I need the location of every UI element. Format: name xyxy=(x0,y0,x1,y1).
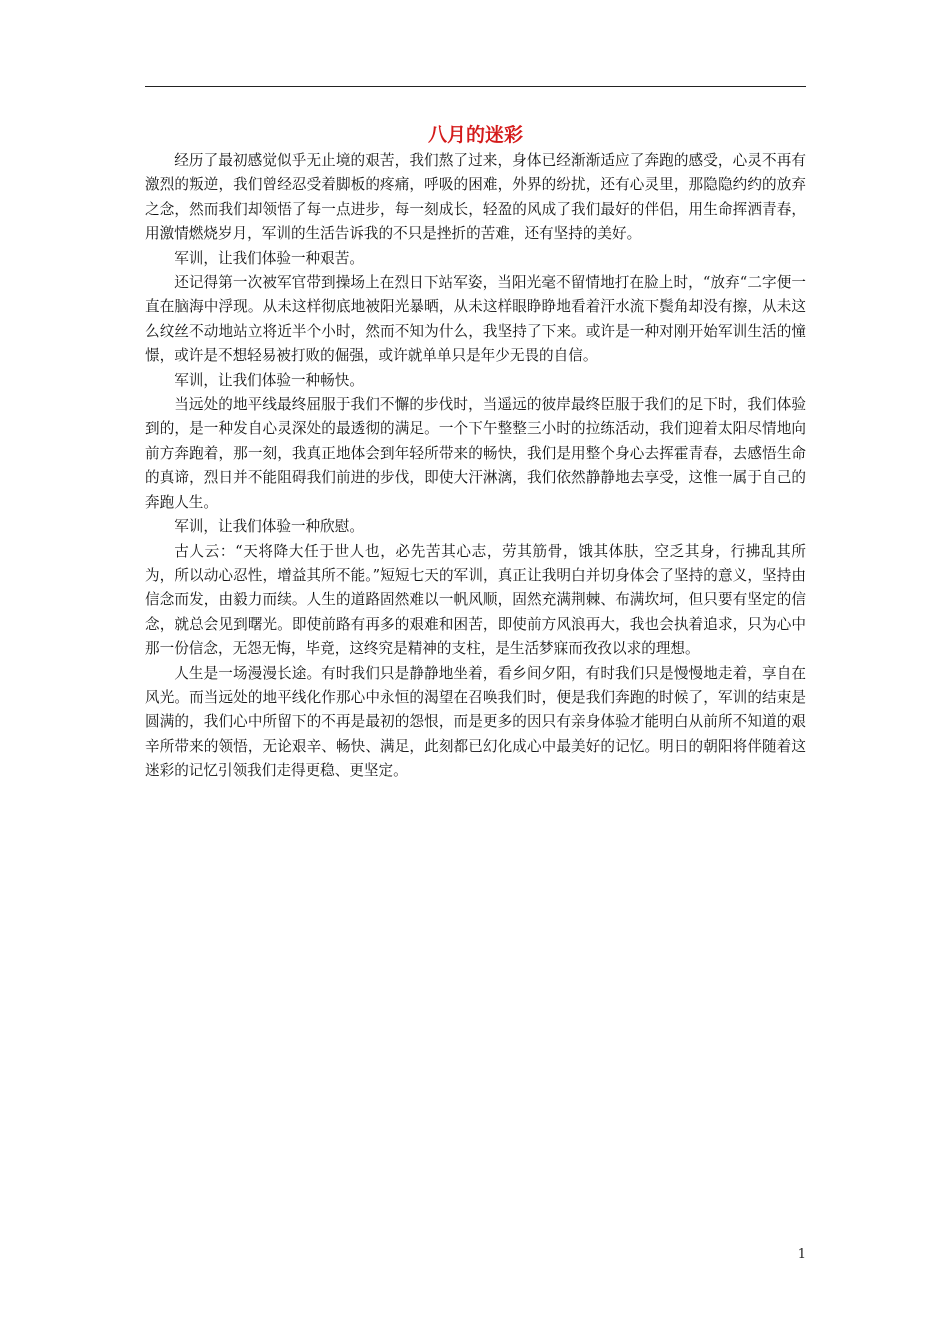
header-rule xyxy=(145,86,806,87)
paragraph-6: 军训，让我们体验一种欣慰。 xyxy=(174,518,364,536)
paragraph-3: 还记得第一次被军官带到操场上在烈日下站军姿，当阳光毫不留情地打在脸上时，“放弃“二字便一直在脑海中浮现。从未这样彻底地被阳光暴晒，从未这样眼睁睁地看着汗水流下鬓角却没有擦，从未这么纹丝不动地站立将近半个小时，然而不知为什么，我坚持了下来。或许是一种对刚开始军训生活的憧憬，或许是不想轻易被打败的倔强，或许就单单只是年少无畏的自信。 xyxy=(145,274,806,365)
page-number: 1 xyxy=(797,1247,806,1262)
paragraph-7: 古人云：“天将降大任于世人也，必先苦其心志，劳其筋骨，饿其体肤，空乏其身，行拂乱其所为，所以动心忍性，增益其所不能。”短短七天的军训，真正让我明白并切身体会了坚持的意义，坚持由信念而发，由毅力而续。人生的道路固然难以一帆风顺，固然充满荆棘、布满坎坷，但只要有坚定的信念，就总会见到曙光。即使前路有再多的艰难和困苦，即使前方风浪再大，我也会执着追求，只为心中那一份信念，无怨无悔，毕竟，这终究是精神的支柱，是生活梦寐而孜孜以求的理想。 xyxy=(145,542,806,658)
paragraph-2: 军训，让我们体验一种艰苦。 xyxy=(174,249,364,267)
paragraph-5: 当远处的地平线最终屈服于我们不懈的步伐时，当遥远的彼岸最终臣服于我们的足下时，我们体验到的，是一种发自心灵深处的最透彻的满足。一个下午整整三小时的拉练活动，我们迎着太阳尽情地向前方奔跑着，那一刻，我真正地体会到年轻所带来的畅快，我们是用整个身心去挥霍青春，去感悟生命的真谛，烈日并不能阻碍我们前进的步伐，即使大汗淋漓，我们依然静静地去享受，这惟一属于自己的奔跑人生。 xyxy=(145,396,806,511)
paragraph-8: 人生是一场漫漫长途。有时我们只是静静地坐着，看乡间夕阳，有时我们只是慢慢地走着，享自在风光。而当远处的地平线化作那心中永恒的渴望在召唤我们时，便是我们奔跑的时候了，军训的结束是圆满的，我们心中所留下的不再是最初的怨恨，而是更多的因只有亲身体验才能明白从前所不知道的艰辛所带来的领悟，无论艰辛、畅快、满足，此刻都已幻化成心中最美好的记忆。明日的朝阳将伴随着这迷彩的记忆引领我们走得更稳、更坚定。 xyxy=(145,664,806,780)
paragraph-1: 经历了最初感觉似乎无止境的艰苦，我们熬了过来，身体已经渐渐适应了奔跑的感受，心灵不再有激烈的叛逆，我们曾经忍受着脚板的疼痛，呼吸的困难，外界的纷扰，还有心灵里，那隐隐约约的放弃之念，然而我们却领悟了每一点进步，每一刻成长，轻盈的风成了我们最好的伴侣，用生命挥洒青春，用激情燃烧岁月，军训的生活告诉我的不只是挫折的苦难，还有坚持的美好。 xyxy=(145,152,806,243)
document-title: 八月的迷彩 xyxy=(427,124,523,146)
document-body xyxy=(145,149,806,784)
paragraph-4: 军训，让我们体验一种畅快。 xyxy=(174,371,364,389)
